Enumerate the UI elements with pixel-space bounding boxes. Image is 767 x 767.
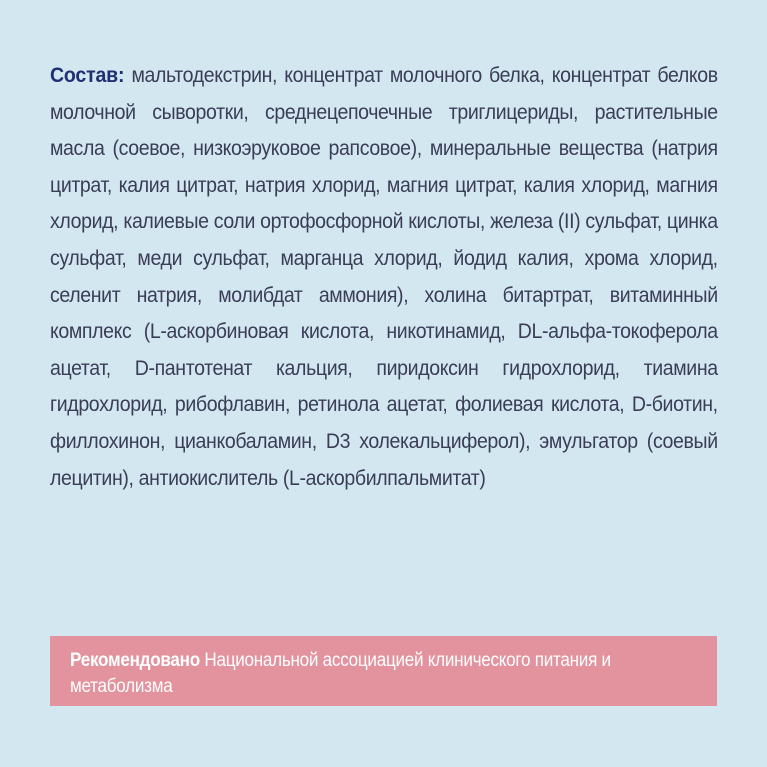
composition-label: Состав:	[50, 64, 125, 87]
composition-paragraph	[50, 58, 718, 497]
recommendation-label: Рекомендовано	[70, 650, 200, 671]
recommendation-text: Национальной ассоциацией клинического питания и метаболизма	[70, 650, 611, 697]
composition-text: мальтодекстрин, концентрат молочного белка, концентрат белков молочной сыворотки, среднецепочечные триглицериды, растительные масла (соевое, низкоэруковое рапсовое), минеральные вещества (натрия цитрат, калия цитрат, натрия хлорид, магния цитрат, калия хлорид, магния хлорид, калиевые соли ортофосфорной кислоты, железа (II) сульфат, цинка сульфат, меди сульфат, марганца хлорид, йодид калия, хрома хлорид, селенит натрия, молибдат аммония), холина битартрат, витаминный комплекс (L-аскорбиновая кислота, никотинамид, DL-альфа-токоферола ацетат, D-пантотенат кальция, пиридоксин гидрохлорид, тиамина гидрохлорид, рибофлавин, ретинола ацетат, фолиевая кислота, D-биотин, филлохинон, цианкобаламин, D3 холекальциферол), эмульгатор (соевый лецитин), антиокислитель (L-аскорбилпальмитат)	[50, 64, 718, 490]
recommendation-banner	[50, 636, 717, 706]
recommendation-paragraph	[70, 648, 700, 700]
